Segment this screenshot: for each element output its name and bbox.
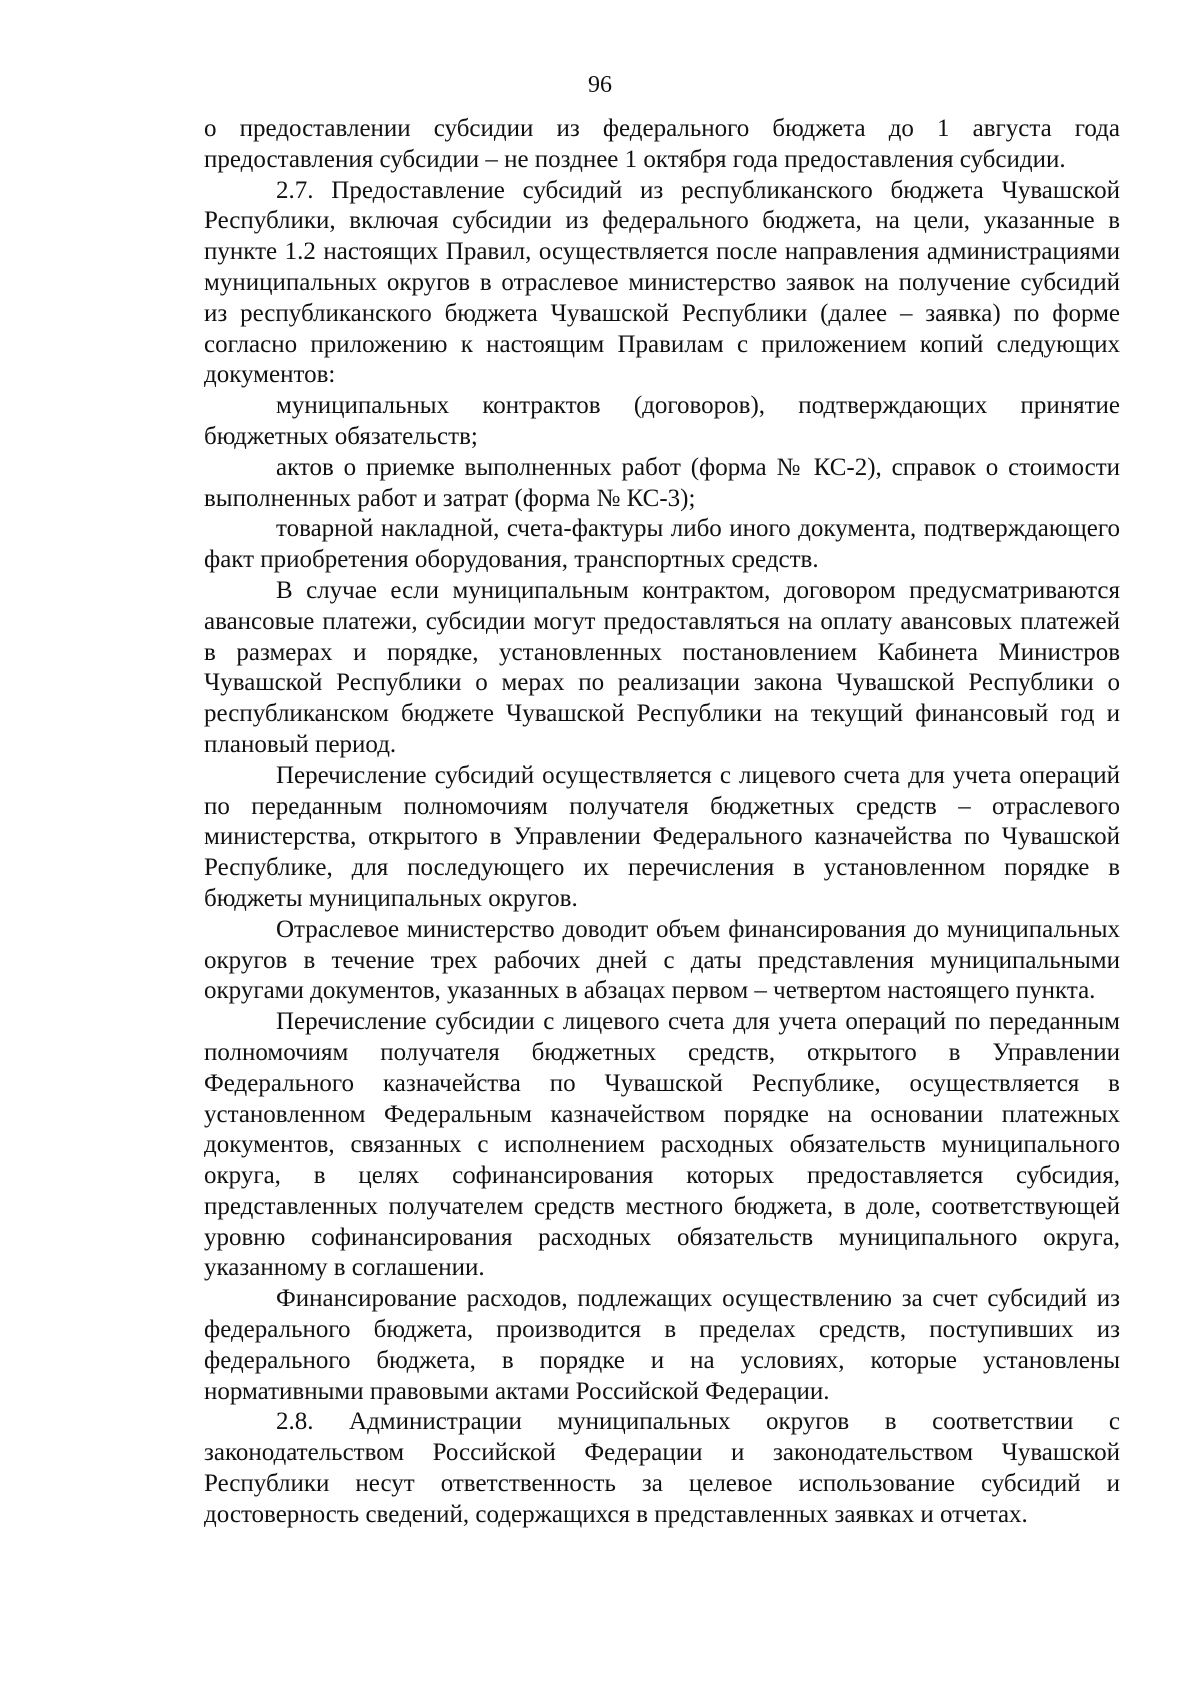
paragraph-continuation: о предоставлении субсидии из федерального бюджета до 1 августа года предоставления субсидии – не позднее 1 октября года предоставления субсидии. <box>204 115 1120 173</box>
paragraph-contracts: муниципальных контрактов (договоров), подтверждающих принятие бюджетных обязательств; <box>204 392 1120 450</box>
paragraph-acts: актов о приемке выполненных работ (форма № КС-2), справок о стоимости выполненных работ и затрат (форма № КС-3); <box>204 453 1120 512</box>
paragraph-subsidy-transfer: Перечисление субсидии с лицевого счета для учета операций по переданным полномочиям получателя бюджетных средств, открытого в Управлении Федерального казначейства по Чувашской Республике, осуществляется в установленном Федеральным казначейством порядке на основании платежных документов, связанных с исполнением расходных обязательств муниципального округа, в целях софинансирования которых предоставляется субсидия, представленных получателем средств местного бюджета, в доле, соответствующей уровню софинансирования расходных обязательств муниципального округа, указанному в соглашении. <box>204 1008 1120 1282</box>
document-body <box>204 114 1120 1531</box>
paragraph-advance-payments: В случае если муниципальным контрактом, договором предусматриваются авансовые платежи, субсидии могут предоставляться на оплату авансовых платежей в размерах и порядке, установленных постановлением Кабинета Министров Чувашской Республики о мерах по реализации закона Чувашской Республики о республиканском бюджете Чувашской Республики на текущий финансовый год и плановый период. <box>204 576 1120 758</box>
paragraph-2-7: 2.7. Предоставление субсидий из республиканского бюджета Чувашской Республики, включая субсидии из федерального бюджета, на цели, указанные в пункте 1.2 настоящих Правил, осуществляется после направления администрациями муниципальных округов в отраслевое министерство заявок на получение субсидий из республиканского бюджета Чувашской Республики (далее – заявка) по форме согласно приложению к настоящим Правилам с приложением копий следующих документов: <box>204 176 1120 389</box>
paragraph-financing-volume: Отраслевое министерство доводит объем финансирования до муниципальных округов в течение трех рабочих дней с даты представления муниципальными округами документов, указанных в абзацах первом – четвертом настоящего пункта. <box>204 915 1120 1005</box>
page-number: 96 <box>588 72 612 98</box>
paragraph-2-8: 2.8. Администрации муниципальных округов в соответствии с законодательством Российской Федерации и законодательством Чувашской Республики несут ответственность за целевое использование субсидий и достоверность сведений, содержащихся в представленных заявках и отчетах. <box>204 1408 1120 1528</box>
paragraph-federal-financing: Финансирование расходов, подлежащих осуществлению за счет субсидий из федерального бюджета, производится в пределах средств, поступивших из федерального бюджета, в порядке и на условиях, которые установлены нормативными правовыми актами Российской Федерации. <box>204 1285 1120 1405</box>
paragraph-invoice: товарной накладной, счета-фактуры либо иного документа, подтверждающего факт приобретения оборудования, транспортных средств. <box>204 515 1120 574</box>
paragraph-transfer: Перечисление субсидий осуществляется с лицевого счета для учета операций по переданным полномочиям получателя бюджетных средств – отраслевого министерства, открытого в Управлении Федерального казначейства по Чувашской Республике, для последующего их перечисления в установленном порядке в бюджеты муниципальных округов. <box>204 761 1120 912</box>
